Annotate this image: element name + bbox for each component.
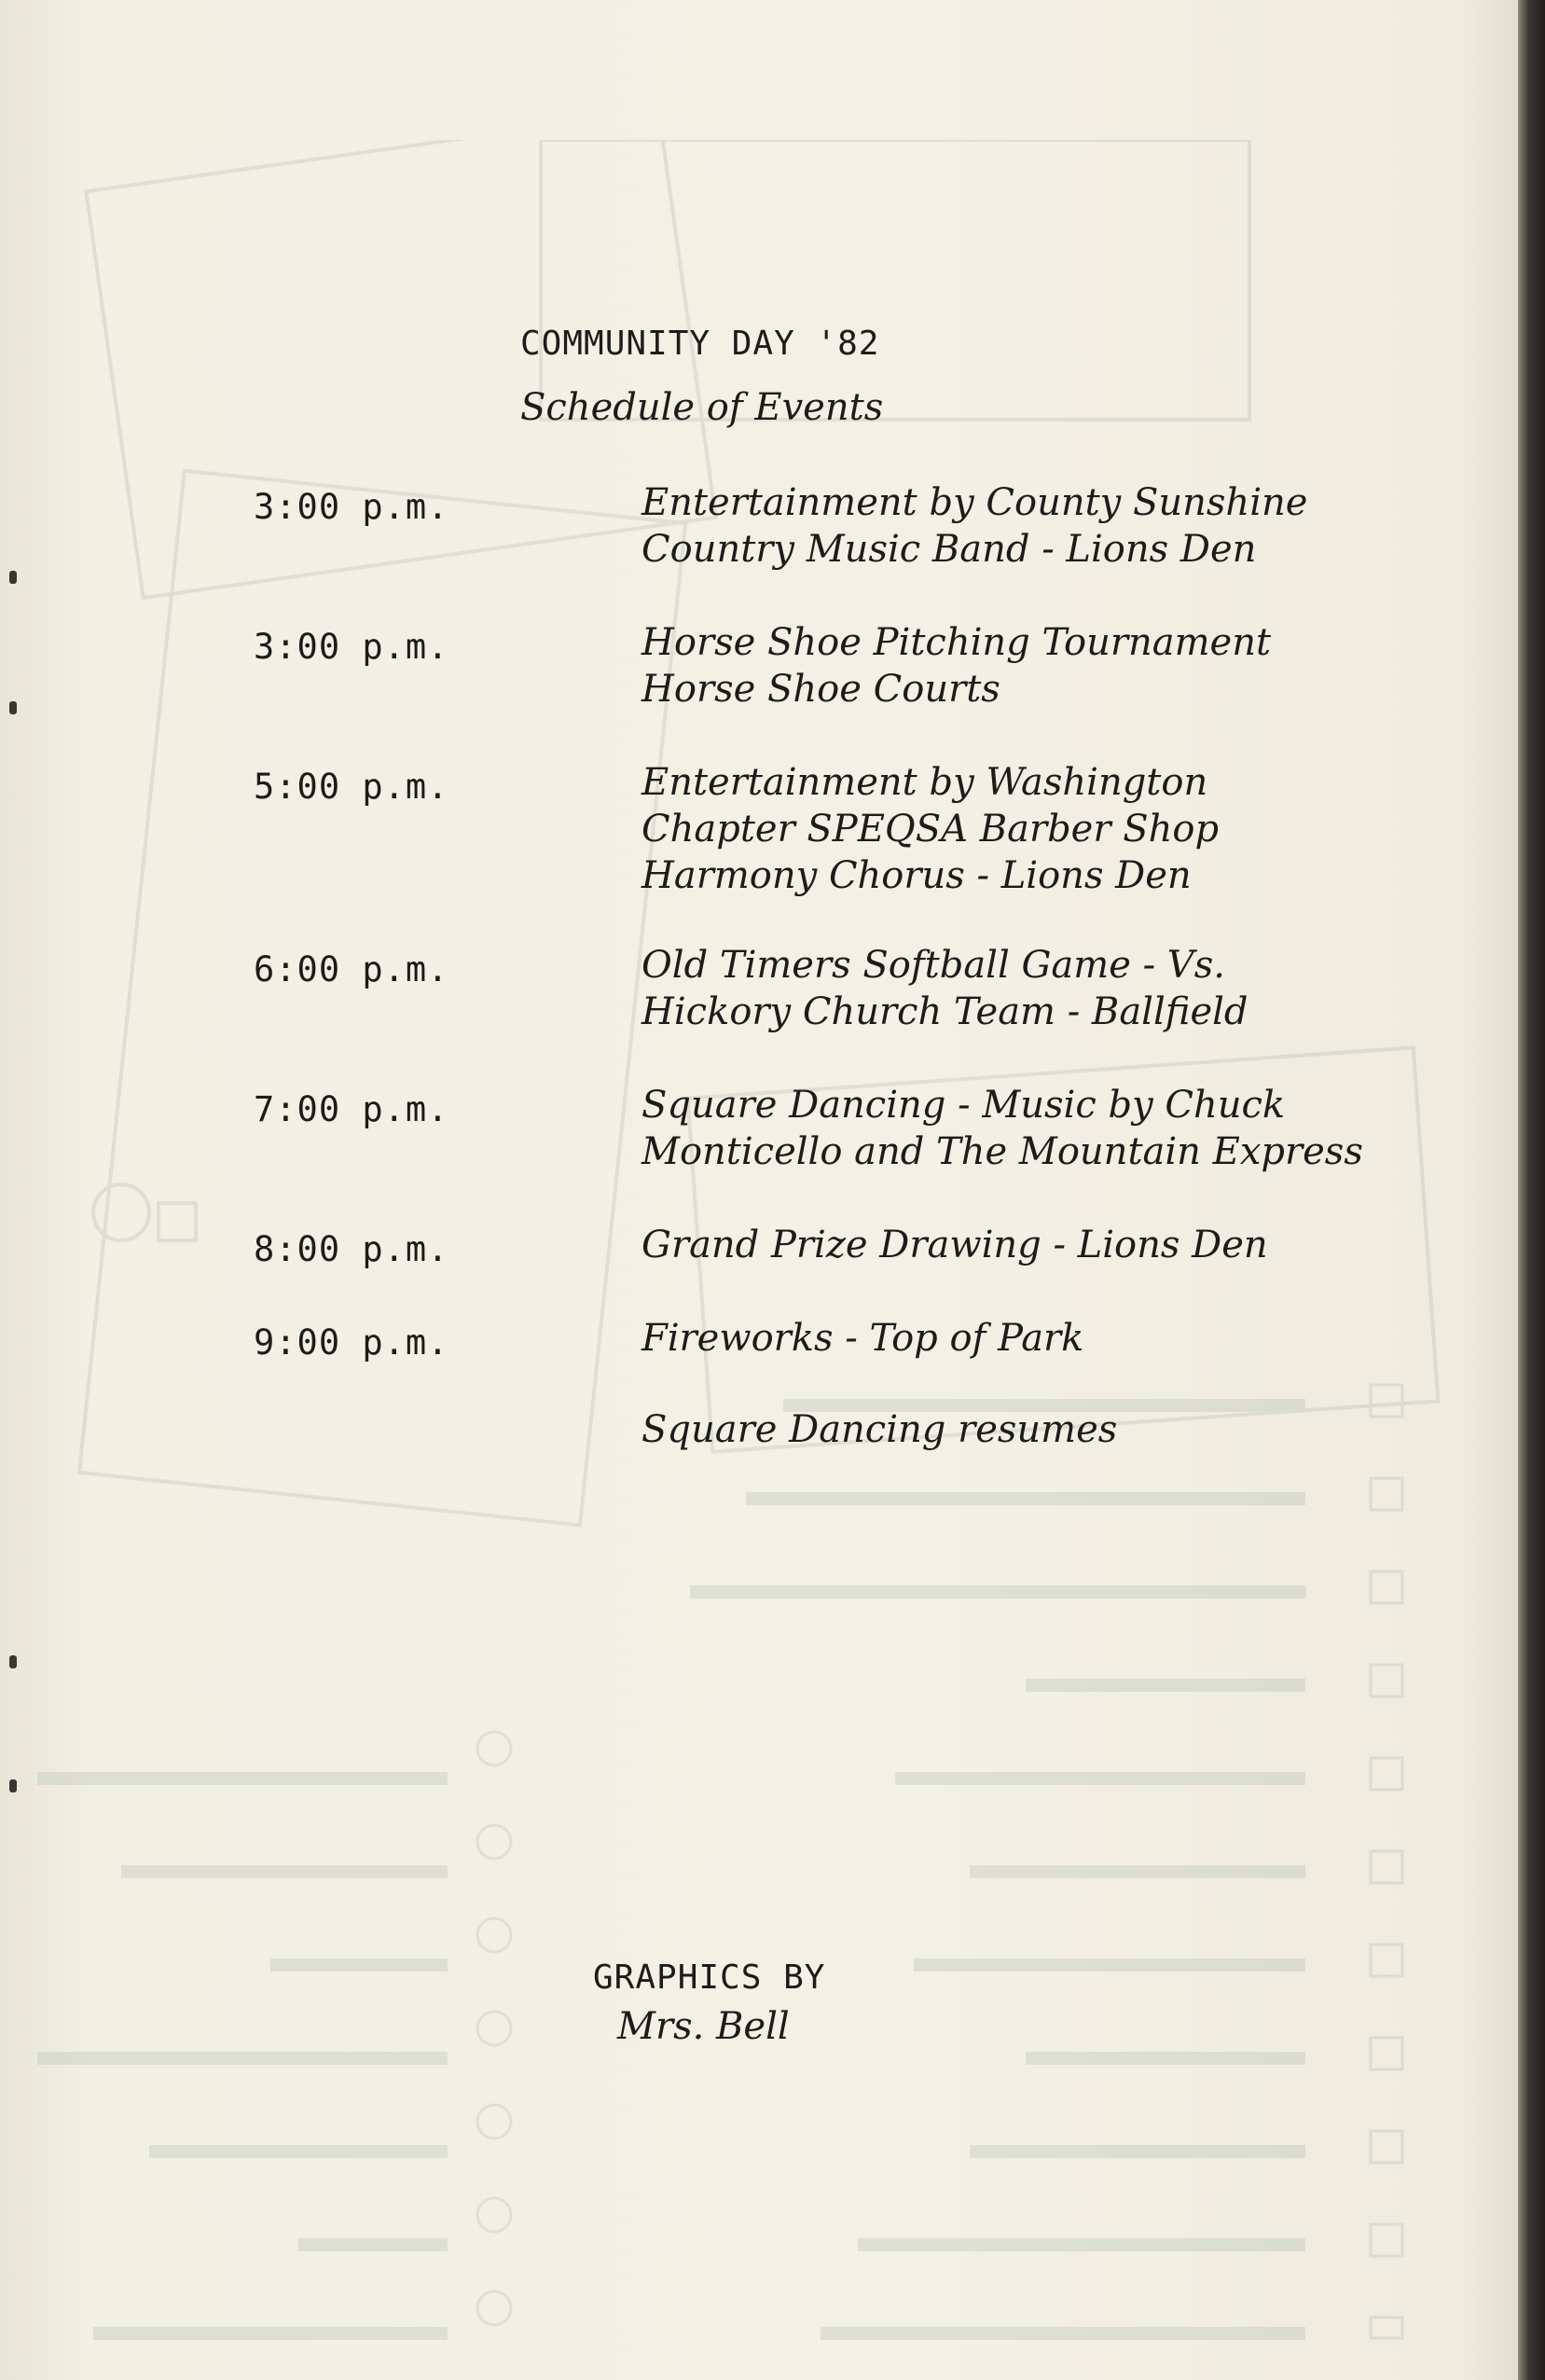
event-description	[641, 1406, 1117, 1453]
event-description-line: Grand Prize Drawing - Lions Den	[641, 1224, 1268, 1266]
binding-hole	[9, 1779, 17, 1792]
page-title: COMMUNITY DAY '82	[520, 325, 880, 363]
event-description-line: Harmony Chorus - Lions Den	[641, 854, 1192, 897]
event-description-line: Country Music Band - Lions Den	[641, 528, 1257, 571]
event-description-line: Horse Shoe Courts	[641, 668, 1000, 711]
event-description-line: Horse Shoe Pitching Tournament	[641, 621, 1272, 664]
event-description-line: Chapter SPEQSA Barber Shop	[641, 808, 1220, 851]
event-description	[641, 479, 1307, 573]
event-description-line: Hickory Church Team - Ballfield	[641, 990, 1248, 1033]
page-subtitle: Schedule of Events	[520, 386, 884, 429]
event-description	[641, 759, 1219, 899]
binding-hole	[9, 1655, 17, 1668]
event-time: 7:00 p.m.	[254, 1089, 449, 1129]
event-description-line: Fireworks - Top of Park	[641, 1317, 1084, 1360]
credit-name: Mrs. Bell	[617, 2005, 790, 2048]
event-time: 5:00 p.m.	[254, 767, 449, 807]
event-time: 3:00 p.m.	[254, 627, 449, 667]
event-description-line: Entertainment by Washington	[641, 761, 1208, 804]
booklet-spine	[1518, 0, 1545, 2380]
binding-hole	[9, 701, 17, 714]
credit-label: GRAPHICS BY	[593, 1958, 826, 1997]
event-description-line: Old Timers Softball Game - Vs.	[641, 944, 1225, 987]
event-description	[641, 942, 1248, 1035]
event-description-line: Square Dancing - Music by Chuck	[641, 1084, 1286, 1127]
event-description-line: Entertainment by County Sunshine	[641, 481, 1308, 524]
event-description	[641, 619, 1271, 713]
event-time: 3:00 p.m.	[254, 487, 449, 527]
event-description-line: Monticello and The Mountain Express	[641, 1130, 1363, 1173]
event-description-line: Square Dancing resumes	[641, 1408, 1118, 1451]
event-description	[641, 1315, 1083, 1362]
event-time: 6:00 p.m.	[254, 949, 449, 989]
event-time: 9:00 p.m.	[254, 1322, 449, 1363]
event-description	[641, 1222, 1268, 1268]
event-description	[641, 1082, 1363, 1175]
binding-hole	[9, 571, 17, 584]
event-time: 8:00 p.m.	[254, 1229, 449, 1269]
